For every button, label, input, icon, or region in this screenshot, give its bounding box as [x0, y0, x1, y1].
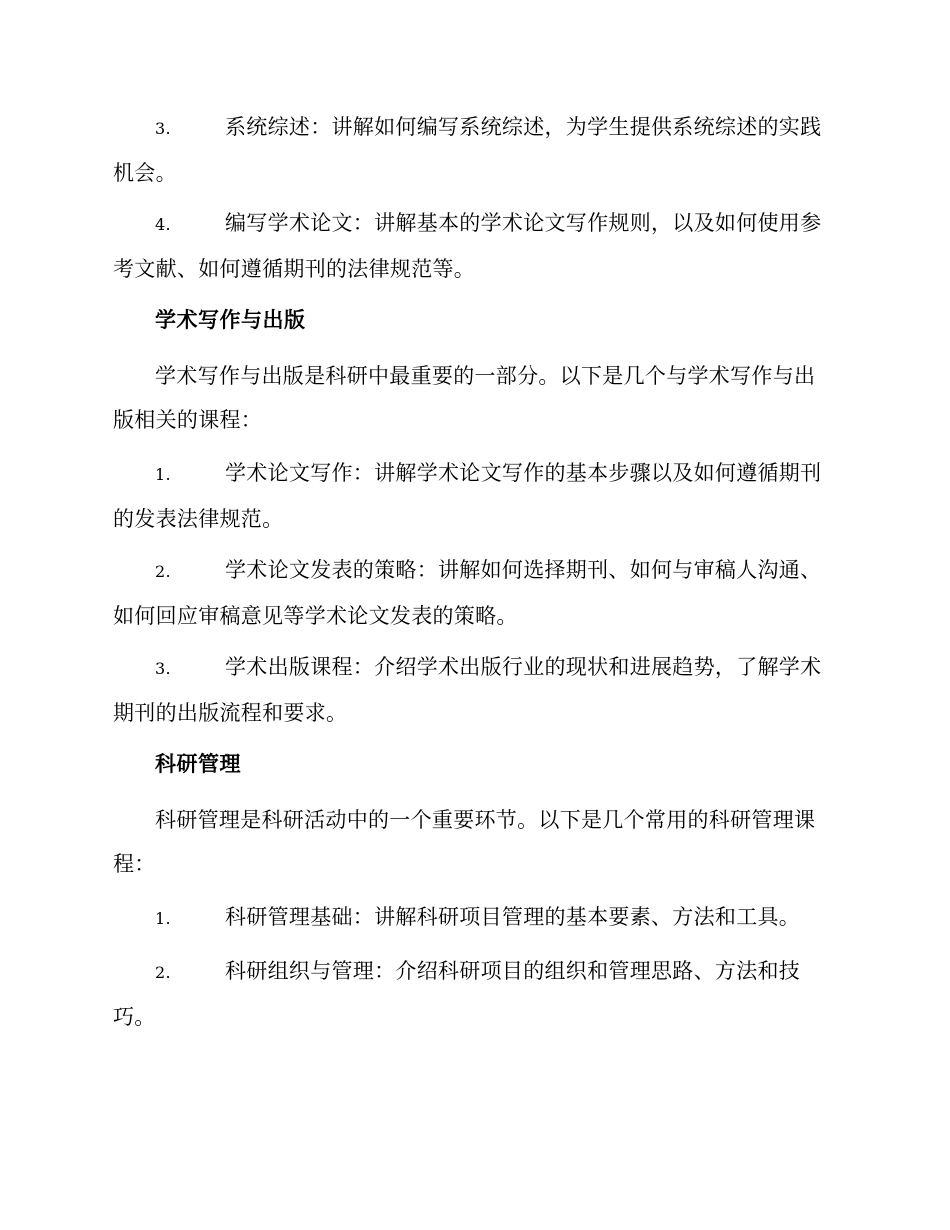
paragraph-text: 科研管理是科研活动中的一个重要环节。以下是几个常用的科研管理课程： — [113, 808, 816, 876]
list-item — [113, 895, 833, 941]
section-heading: 科研管理 — [155, 752, 241, 776]
section-heading: 学术写作与出版 — [155, 308, 306, 332]
list-text: 学术论文写作：讲解学术论文写作的基本步骤以及如何遵循期刊的发表法律规范。 — [113, 461, 822, 531]
list-number: 2. — [155, 963, 171, 982]
list-item — [113, 645, 833, 735]
list-text: 科研管理基础：讲解科研项目管理的基本要素、方法和工具。 — [225, 905, 801, 929]
list-text: 编写学术论文：讲解基本的学术论文写作规则，以及如何使用参考文献、如何遵循期刊的法律规范等。 — [113, 211, 822, 281]
list-number: 1. — [155, 465, 171, 484]
list-text: 科研组织与管理：介绍科研项目的组织和管理思路、方法和技巧。 — [113, 959, 801, 1029]
list-text: 系统综述：讲解如何编写系统综述，为学生提供系统综述的实践机会。 — [113, 115, 822, 185]
list-item — [113, 201, 833, 291]
paragraph-text: 学术写作与出版是科研中最重要的一部分。以下是几个与学术写作与出版相关的课程： — [113, 364, 816, 432]
list-text: 学术出版课程：介绍学术出版行业的现状和进展趋势，了解学术期刊的出版流程和要求。 — [113, 655, 822, 725]
paragraph — [113, 798, 833, 886]
list-number: 3. — [155, 659, 171, 678]
list-item — [113, 105, 833, 195]
list-item — [113, 548, 833, 638]
list-number: 1. — [155, 909, 171, 928]
list-text: 学术论文发表的策略：讲解如何选择期刊、如何与审稿人沟通、如何回应审稿意见等学术论文发表的策略。 — [113, 558, 822, 628]
list-number: 3. — [155, 119, 171, 138]
list-item — [113, 451, 833, 541]
list-number: 4. — [155, 215, 171, 234]
list-item — [113, 949, 833, 1039]
paragraph — [113, 354, 833, 442]
list-number: 2. — [155, 562, 171, 581]
